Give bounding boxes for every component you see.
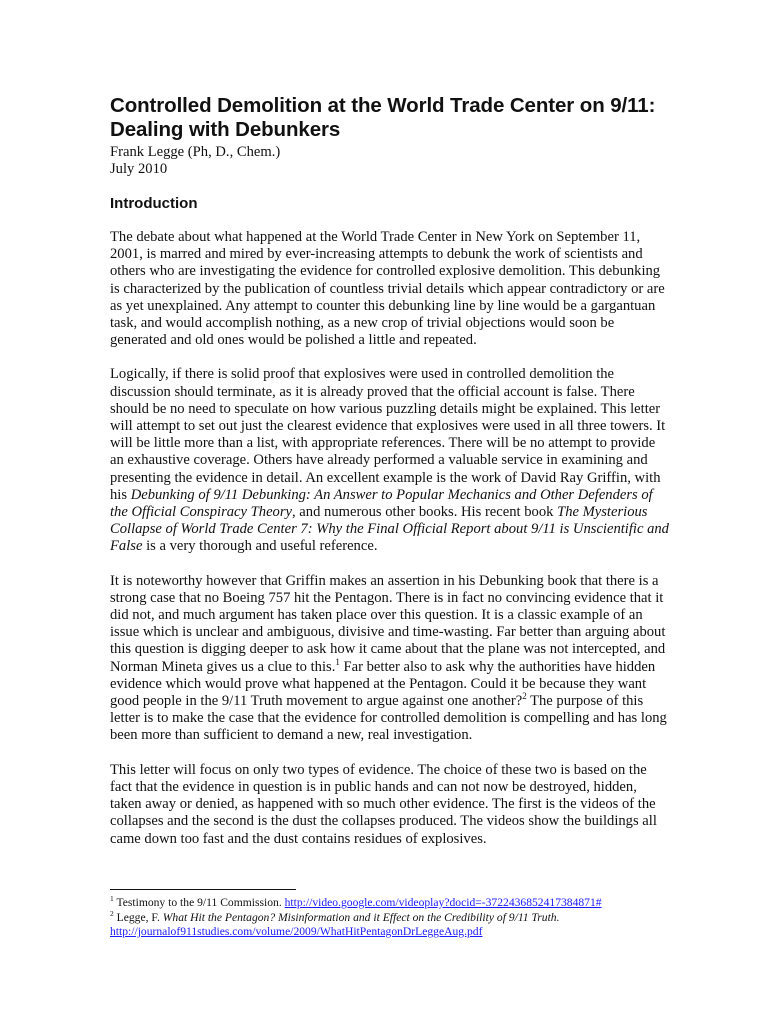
footnote-2-link[interactable]: http://journalof911studies.com/volume/2009/WhatHitPentagonDrLeggeAug.pdf <box>110 925 483 938</box>
footnote-2-number: 2 <box>110 908 114 918</box>
footnote-1-text: Testimony to the 9/11 Commission. <box>116 896 285 909</box>
paragraph-3-text-a: It is noteworthy however that Griffin makes an assertion in his Debunking book that there is a strong case that no Boeing 757 hit the Pentagon. There is in fact no convincing evidence that it did not, and much argument has taken place over this question. It is a classic example of an issue which is unclear and ambiguous, divisive and time-wasting. Far better than arguing about this question is digging deeper to ask how it came about that the plane was not intercepted, and Norman Mineta gives us a clue to this. <box>110 572 666 675</box>
book-title-debunking: Debunking of 9/11 Debunking: An Answer to Popular Mechanics and Other Defenders of the Official Conspiracy Theory <box>110 486 653 521</box>
paragraph-1: The debate about what happened at the World Trade Center in New York on September 11, 2001, is marred and mired by ever-increasing attempts to debunk the work of scientists and others who are investigating the evidence for controlled explosive demolition. This debunking is characterized by the publication of countless trivial details which appear contradictory or are as yet unexplained. Any attempt to counter this debunking line by line would be a gargantuan task, and would accomplish nothing, as a new crop of trivial objections would soon be generated and old ones would be polished a little and repeated. <box>110 229 665 349</box>
paragraph-2-text-b: , and numerous other books. His recent book <box>292 504 558 521</box>
footnote-2-link-line <box>110 925 710 940</box>
paragraph-4: This letter will focus on only two types of evidence. The choice of these two is based on the fact that the evidence in question is in public hands and can not now be destroyed, hidden, taken away or denied, as happened with so much other evidence. The first is the videos of the collapses and the second is the dust the collapses produced. The videos show the buildings all came down too fast and the dust contains residues of explosives. <box>110 761 657 847</box>
footnote-1-number: 1 <box>110 894 114 904</box>
paragraph-3-text-b: Far better also to ask why the authorities have hidden evidence which would prove what happened at the Pentagon. Could it be because they want good people in the 9/11 Truth movement to argue against one another? <box>110 658 656 710</box>
paragraph-2 <box>110 366 670 555</box>
footnote-2-text: Legge, F. <box>116 910 163 924</box>
paragraph-2-text-c: is a very thorough and useful reference. <box>142 538 378 555</box>
footnote-ref-2: 2 <box>522 691 527 702</box>
book-title-mysterious-collapse: The Mysterious Collapse of World Trade Center 7: Why the Final Official Report about 9/11 is Unscientific and False <box>110 504 669 555</box>
footnote-1 <box>110 896 710 911</box>
author-line: Frank Legge (Ph, D., Chem.) <box>110 144 281 160</box>
section-heading-introduction: Introduction <box>110 195 198 212</box>
main-content <box>110 94 670 848</box>
footnote-ref-1: 1 <box>335 656 340 667</box>
footnotes <box>110 896 710 940</box>
document-title: Controlled Demolition at the World Trade Center on 9/11: Dealing with Debunkers <box>110 94 656 141</box>
paragraph-3 <box>110 573 670 745</box>
footnote-2 <box>110 908 710 926</box>
footnote-1-link[interactable]: http://video.google.com/videoplay?docid=-3722436852417384871# <box>284 896 602 909</box>
footnote-2-title: What Hit the Pentagon? Misinformation and it Effect on the Credibility of 9/11 Truth. <box>162 910 560 924</box>
paragraph-2-text-a: Logically, if there is solid proof that explosives were used in controlled demolition the discussion should terminate, as it is already proved that the official account is false. There should be no need to speculate on how various puzzling details might be explained. This letter will attempt to set out just the clearest evidence that explosives were used in all three towers. It will be little more than a list, with appropriate references. There will be no attempt to provide an exhaustive coverage. Others have already performed a valuable service in examining and presenting the evidence in detail. An excellent example is the work of David Ray Griffin, with his <box>110 366 666 503</box>
footnote-separator <box>110 889 296 890</box>
paragraph-3-text-c: The purpose of this letter is to make the case that the evidence for controlled demolition is compelling and has long been more than sufficient to demand a new, real investigation. <box>110 693 667 744</box>
date-line: July 2010 <box>110 161 168 177</box>
